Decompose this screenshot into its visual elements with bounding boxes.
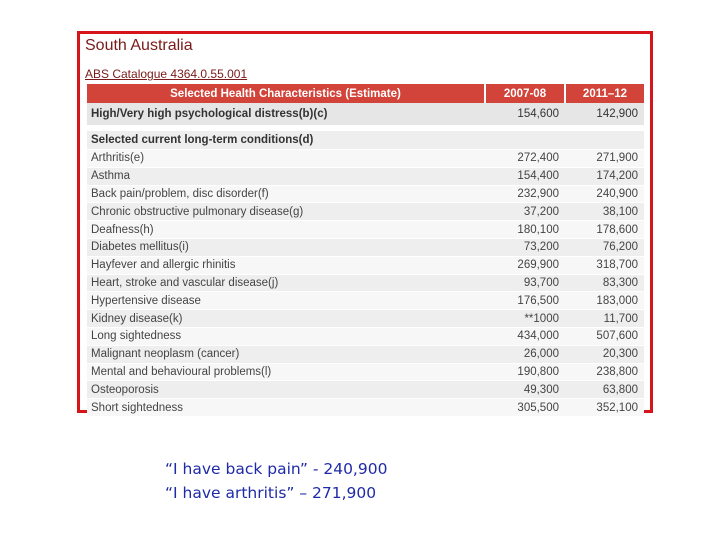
row-value-2007: 190,800 bbox=[485, 363, 565, 381]
row-value-2011: 174,200 bbox=[565, 167, 644, 185]
row-value-2011: 83,300 bbox=[565, 274, 644, 292]
column-header-2007: 2007-08 bbox=[485, 84, 565, 103]
row-label: High/Very high psychological distress(b)(c) bbox=[87, 103, 485, 126]
row-value-2011: 238,800 bbox=[565, 363, 644, 381]
row-label: Long sightedness bbox=[87, 327, 485, 345]
row-value-2007: 37,200 bbox=[485, 203, 565, 221]
table-row bbox=[87, 185, 644, 203]
page-title: South Australia bbox=[85, 37, 193, 54]
row-label: Osteoporosis bbox=[87, 381, 485, 399]
table-row bbox=[87, 167, 644, 185]
row-label: Hypertensive disease bbox=[87, 292, 485, 310]
row-label: Back pain/problem, disc disorder(f) bbox=[87, 185, 485, 203]
row-label: Heart, stroke and vascular disease(j) bbox=[87, 274, 485, 292]
table-row bbox=[87, 292, 644, 310]
row-value-2007: 93,700 bbox=[485, 274, 565, 292]
note-arthritis: “I have arthritis” – 271,900 bbox=[165, 484, 377, 502]
notes bbox=[165, 457, 387, 505]
row-value-2007: 305,500 bbox=[485, 399, 565, 417]
table-row-distress bbox=[87, 103, 644, 126]
row-value-2007: 49,300 bbox=[485, 381, 565, 399]
health-table bbox=[87, 84, 644, 417]
row-value-2011: 142,900 bbox=[565, 103, 644, 126]
row-label: Deafness(h) bbox=[87, 221, 485, 239]
row-value-2011: 63,800 bbox=[565, 381, 644, 399]
table-row bbox=[87, 310, 644, 328]
row-label: Chronic obstructive pulmonary disease(g) bbox=[87, 203, 485, 221]
row-value-2011: 271,900 bbox=[565, 150, 644, 168]
section-label: Selected current long-term conditions(d) bbox=[87, 131, 644, 150]
row-value-2007: 154,600 bbox=[485, 103, 565, 126]
table-row bbox=[87, 256, 644, 274]
row-value-2007: 26,000 bbox=[485, 345, 565, 363]
column-header-2011: 2011–12 bbox=[565, 84, 644, 103]
table-row bbox=[87, 381, 644, 399]
row-label: Mental and behavioural problems(l) bbox=[87, 363, 485, 381]
row-label: Asthma bbox=[87, 167, 485, 185]
table-row bbox=[87, 399, 644, 417]
row-value-2011: 318,700 bbox=[565, 256, 644, 274]
row-value-2011: 20,300 bbox=[565, 345, 644, 363]
table-row bbox=[87, 238, 644, 256]
row-label: Kidney disease(k) bbox=[87, 310, 485, 328]
row-label: Malignant neoplasm (cancer) bbox=[87, 345, 485, 363]
row-value-2011: 240,900 bbox=[565, 185, 644, 203]
table-row bbox=[87, 345, 644, 363]
row-label: Hayfever and allergic rhinitis bbox=[87, 256, 485, 274]
row-value-2011: 183,000 bbox=[565, 292, 644, 310]
row-value-2007: 176,500 bbox=[485, 292, 565, 310]
row-label: Diabetes mellitus(i) bbox=[87, 238, 485, 256]
row-value-2011: 76,200 bbox=[565, 238, 644, 256]
table-row bbox=[87, 327, 644, 345]
column-header-characteristic: Selected Health Characteristics (Estimate) bbox=[87, 84, 485, 103]
row-value-2007: 154,400 bbox=[485, 167, 565, 185]
row-value-2007: 180,100 bbox=[485, 221, 565, 239]
row-label: Short sightedness bbox=[87, 399, 485, 417]
row-value-2007: **1000 bbox=[485, 310, 565, 328]
table-row bbox=[87, 203, 644, 221]
row-value-2011: 352,100 bbox=[565, 399, 644, 417]
row-label: Arthritis(e) bbox=[87, 150, 485, 168]
row-value-2007: 73,200 bbox=[485, 238, 565, 256]
row-value-2007: 232,900 bbox=[485, 185, 565, 203]
row-value-2007: 272,400 bbox=[485, 150, 565, 168]
table-row bbox=[87, 363, 644, 381]
note-back-pain: “I have back pain” - 240,900 bbox=[165, 460, 388, 478]
table-header-row bbox=[87, 84, 644, 103]
row-value-2011: 11,700 bbox=[565, 310, 644, 328]
row-value-2011: 507,600 bbox=[565, 327, 644, 345]
row-value-2011: 178,600 bbox=[565, 221, 644, 239]
table-frame bbox=[77, 31, 653, 413]
table-row bbox=[87, 221, 644, 239]
section-header-row bbox=[87, 131, 644, 150]
catalogue-link[interactable]: ABS Catalogue 4364.0.55.001 bbox=[85, 67, 248, 81]
row-value-2007: 434,000 bbox=[485, 327, 565, 345]
table-row bbox=[87, 150, 644, 168]
row-value-2007: 269,900 bbox=[485, 256, 565, 274]
row-value-2011: 38,100 bbox=[565, 203, 644, 221]
table-row bbox=[87, 274, 644, 292]
